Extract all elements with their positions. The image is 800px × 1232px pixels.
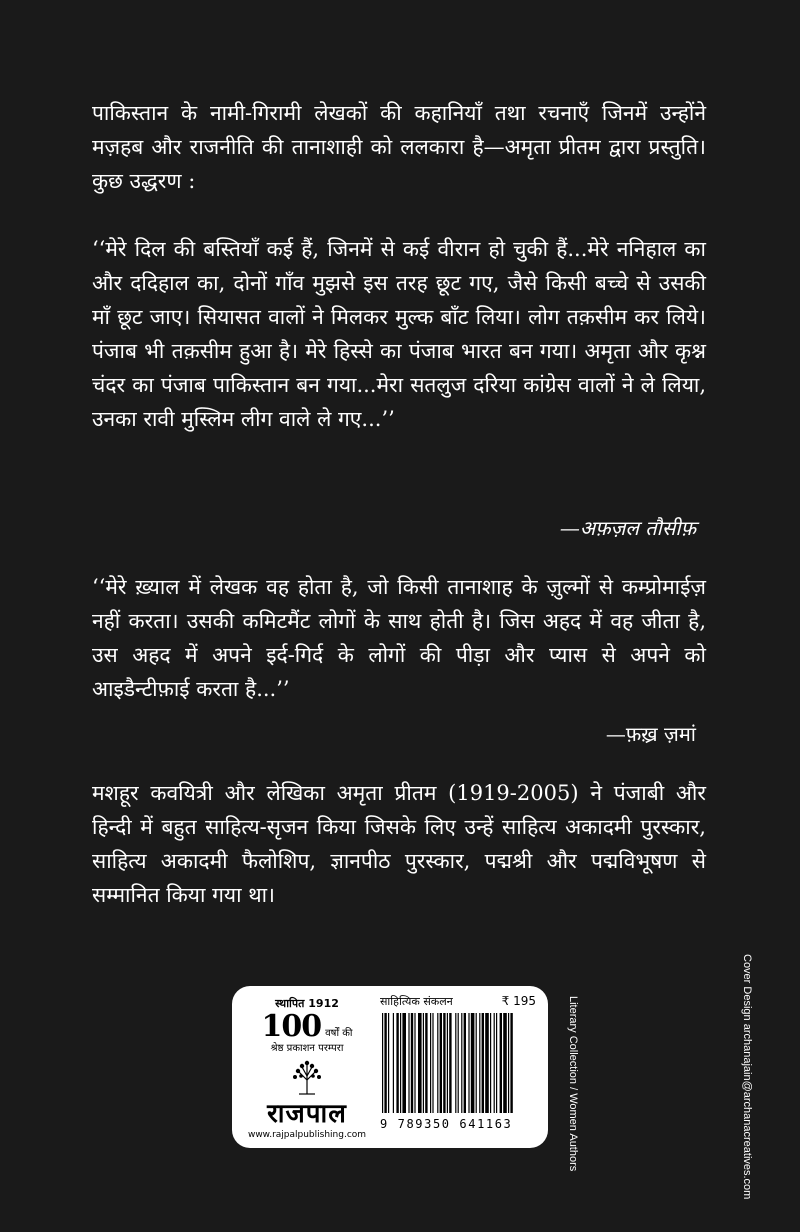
barcode-bar (425, 1013, 427, 1113)
years-row (242, 1009, 372, 1044)
barcode-bar (437, 1013, 438, 1113)
barcode-bar (414, 1013, 415, 1113)
barcode-bar (485, 1013, 489, 1113)
barcode-bar (443, 1013, 445, 1113)
quote-fakhr-zaman: ‘‘मेरे ख़्याल में लेखक वह होता है, जो किसी तानाशाह के ज़ुल्मों से कम्प्रोमाईज़ नहीं करता। उसकी कमिटमैंट लोगों के साथ होती है। जिस अहद में वह जीता है, उस अहद में अपने इर्द-गिर्द के लोगों की पीड़ा और प्यास से अपने को आइडैन्टीफ़ाई करता है...’’ (92, 575, 706, 701)
barcode-bar (432, 1013, 433, 1113)
barcode-bar (396, 1013, 398, 1113)
intro-paragraph: पाकिस्तान के नामी-गिरामी लेखकों की कहानियाँ तथा रचनाएँ जिनमें उन्होंने मज़हब और राजनीति की तानाशाही को ललकारा है—अमृता प्रीतम द्वारा प्रस्तुति। कुछ उद्धरण : (92, 101, 706, 193)
barcode-bar (402, 1013, 406, 1113)
barcode-bar (440, 1013, 442, 1113)
barcode-block (378, 994, 538, 1140)
barcode-bar (476, 1013, 477, 1113)
barcode-bar (490, 1013, 491, 1113)
barcode-bar (458, 1013, 459, 1113)
barcode-header (378, 994, 538, 1009)
barcode-bar (384, 1013, 386, 1113)
genre-label: साहित्यिक संकलन (380, 995, 453, 1008)
barcode-bar (496, 1013, 497, 1113)
established-year: स्थापित 1912 (275, 997, 339, 1010)
barcode-bar (494, 1013, 495, 1113)
quote-fakhr-zaman-author: —फ़ख़्र ज़मां (605, 722, 696, 746)
price-label: ₹ 195 (501, 994, 536, 1008)
barcode-bar (503, 1013, 507, 1113)
quote-afzal-tausif-author: —अफ़ज़ल तौसीफ़ (559, 516, 696, 540)
barcode-bar (408, 1013, 409, 1113)
isbn-barcode (378, 1013, 538, 1117)
years-number: 100 (261, 1009, 322, 1044)
publisher-name: राजपाल (267, 1099, 347, 1129)
barcode-bar (388, 1013, 389, 1113)
quote-afzal-tausif: ‘‘मेरे दिल की बस्तियाँ कई हैं, जिनमें से कई वीरान हो चुकी हैं...मेरे ननिहाल का और ददिहाल का, दोनों गाँव मुझसे इस तरह छूट गए, जैसे किसी बच्चे से उसकी माँ छूट जाए। सियासत वालों ने मिलकर मुल्क बाँट लिया। लोग तक़सीम कर लिये। पंजाब भी तक़सीम हुआ है। मेरे हिस्से का पंजाब भारत बन गया। अमृता और कृश्न चंदर का पंजाब पाकिस्तान बन गया...मेरा सतलुज दरिया कांग्रेस वालों ने ले लिया, उनका रावी मुस्लिम लीग वाले ले गए...’’ (92, 237, 706, 431)
barcode-bar (411, 1013, 413, 1113)
barcode-bar (400, 1013, 401, 1113)
years-suffix: वर्षों की (325, 1028, 353, 1039)
barcode-bar (471, 1013, 475, 1113)
author-bio-paragraph: मशहूर कवयित्री और लेखिका अमृता प्रीतम (1919-2005) ने पंजाबी और हिन्दी में बहुत साहित्य-सृजन किया जिसके लिए उन्हें साहित्य अकादमी पुरस्कार, साहित्य अकादमी फैलोशिप, ज्ञानपीठ पुरस्कार, पद्मश्री और पद्मविभूषण से सम्मानित किया गया था। (92, 781, 706, 907)
barcode-bar (479, 1013, 480, 1113)
barcode-bar (393, 1013, 394, 1113)
barcode-bar (461, 1013, 462, 1113)
barcode-bar (455, 1013, 456, 1113)
barcode-bar (482, 1013, 484, 1113)
barcode-bar (464, 1013, 466, 1113)
cover-design-credit: Cover Design archanajain@archanacreatives.com (741, 954, 753, 1200)
barcode-bar (423, 1013, 424, 1113)
category-vertical-label: Literary Collection / Women Authors (567, 996, 579, 1172)
barcode-bar (418, 1013, 422, 1113)
barcode-bar (447, 1013, 448, 1113)
barcode-bar (468, 1013, 469, 1113)
barcode-bar (510, 1013, 512, 1113)
barcode-bar (430, 1013, 431, 1113)
barcode-bar (382, 1013, 383, 1113)
isbn-digits: 9 789350 641163 (380, 1117, 513, 1131)
publisher-label-box (232, 986, 548, 1148)
barcode-bar (508, 1013, 509, 1113)
tradition-tagline: श्रेष्ठ प्रकाशन परम्परा (270, 1043, 344, 1054)
tree-icon (285, 1058, 329, 1096)
barcode-bar (500, 1013, 502, 1113)
publisher-url: www.rajpalpublishing.com (247, 1130, 367, 1140)
publisher-block (242, 994, 372, 1140)
barcode-bar (449, 1013, 451, 1113)
